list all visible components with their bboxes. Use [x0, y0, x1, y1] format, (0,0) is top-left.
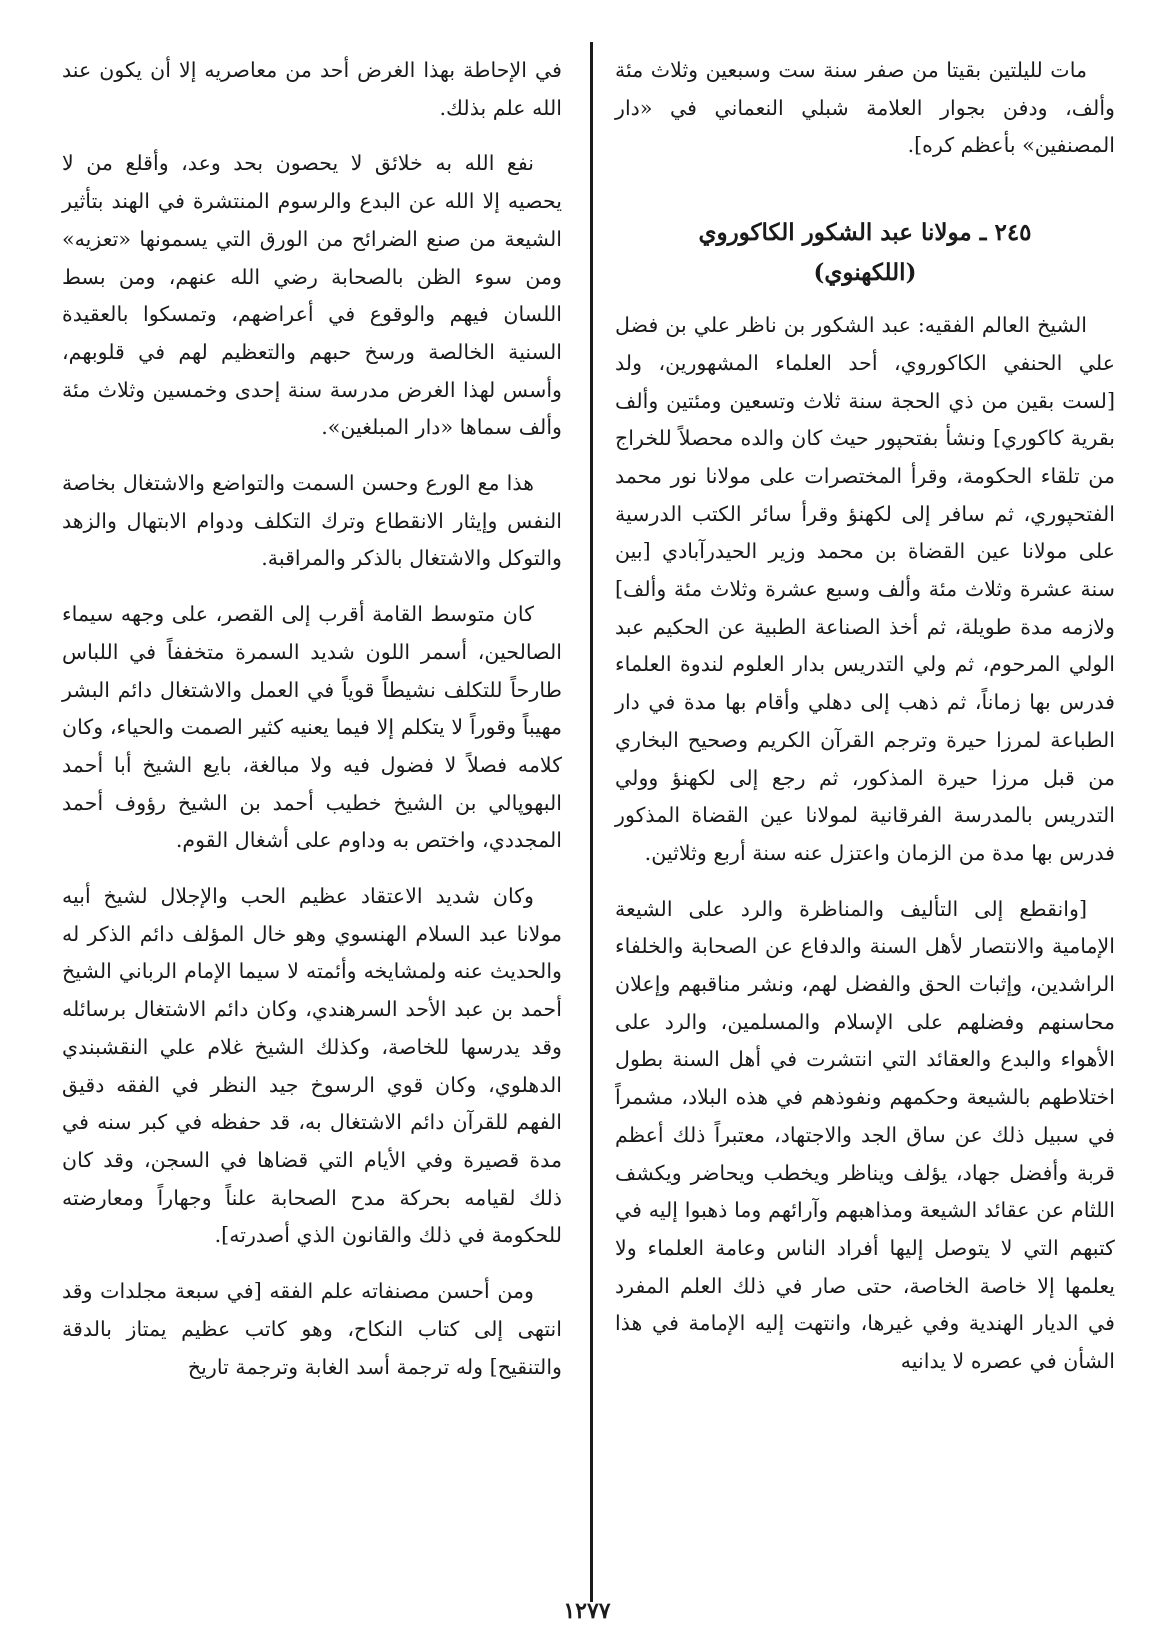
left-column — [62, 52, 562, 1404]
paragraph: الشيخ العالم الفقيه: عبد الشكور بن ناظر علي بن فضل علي الحنفي الكاكوروي، أحد العلماء المشهورين، ولد [لست بقين من ذي الحجة سنة ثلاث وتسعين ومئتين وألف بقرية كاكوري] ونشأ بفتحپور حيث كان والده محصلاً للخراج من تلقاء الحكومة، وقرأ المختصرات على مولانا نور محمد الفتحپوري، ثم سافر إلى لكهنؤ وقرأ سائر الكتب الدرسية على مولانا عين القضاة بن محمد وزير الحيدرآبادي [بين سنة عشرة وثلاث مئة وألف وسبع عشرة وثلاث مئة وألف] ولازمه مدة طويلة، ثم أخذ الصناعة الطبية عن الحكيم عبد الولي المرحوم، ثم ولي التدريس بدار العلوم لندوة العلماء فدرس بها زماناً، ثم ذهب إلى دهلي وأقام بها مدة في دار الطباعة لمرزا حيرة وترجم القرآن الكريم وصحيح البخاري من قبل مرزا حيرة المذكور، ثم رجع إلى لكهنؤ وولي التدريس بالمدرسة الفرقانية لمولانا عين القضاة المذكور فدرس بها مدة من الزمان واعتزل عنه سنة أربع وثلاثين. — [615, 313, 1115, 865]
paragraph: في الإحاطة بهذا الغرض أحد من معاصريه إلا أن يكون عند الله علم بذلك. — [62, 58, 562, 120]
paragraph: كان متوسط القامة أقرب إلى القصر، على وجهه سيماء الصالحين، أسمر اللون شديد السمرة متخففاً في اللباس طارحاً للتكلف نشيطاً قوياً في العمل والاشتغال دائم البشر مهيباً وقوراً لا يتكلم إلا فيما يعنيه كثير الصمت والحياء، وكان كلامه فصلاً لا فضول فيه ولا مبالغة، بايع الشيخ أبا أحمد البهوپالي بن الشيخ خطيب أحمد بن الشيخ رؤوف أحمد المجددي، واختص به وداوم على أشغال القوم. — [62, 602, 562, 853]
paragraph: هذا مع الورع وحسن السمت والتواضع والاشتغال بخاصة النفس وإيثار الانقطاع وترك التكلف ودوام الابتهال والزهد والتوكل والاشتغال بالذكر والمراقبة. — [62, 471, 562, 571]
entry-heading-subtitle: (اللكهنوي) — [813, 259, 917, 287]
entry-heading-title: ٢٤٥ ـ مولانا عبد الشكور الكاكوروي — [698, 219, 1032, 247]
paragraph: [وانقطع إلى التأليف والمناظرة والرد على الشيعة الإمامية والانتصار لأهل السنة والدفاع عن الصحابة والخلفاء الراشدين، وإثبات الحق والفضل لهم، ونشر مناقبهم وإعلان محاسنهم وفضلهم على الإسلام والمسلمين، والرد على الأهواء والبدع والعقائد التي انتشرت في أهل السنة بطول اختلاطهم بالشيعة وحكمهم ونفوذهم في هذه البلاد، مشمراً في سبيل ذلك عن ساق الجد والاجتهاد، معتبراً ذلك أعظم قربة وأفضل جهاد، يؤلف ويناظر ويخطب ويحاضر ويكشف اللثام عن عقائد الشيعة ومذاهبهم وآرائهم وما ذهبوا إليه في كتبهم التي لا يتوصل إليها أفراد الناس وعامة العلماء ولا يعلمها إلا خاصة الخاصة، حتى صار في ذلك العلم المفرد في الديار الهندية وفي غيرها، وانتهت إليه الإمامة في هذا الشأن في عصره لا يدانيه — [615, 896, 1115, 1374]
entry-heading — [615, 213, 1115, 293]
right-column — [615, 52, 1115, 1399]
paragraph: وكان شديد الاعتقاد عظيم الحب والإجلال لشيخ أبيه مولانا عبد السلام الهنسوي وهو خال المؤلف دائم الذكر له والحديث عنه ولمشايخه وأئمته لا سيما الإمام الرباني الشيخ أحمد بن عبد الأحد السرهندي، وكان دائم الاشتغال برسائله وقد يدرسها للخاصة، وكذلك الشيخ غلام علي النقشبندي الدهلوي، وكان قوي الرسوخ جيد النظر في الفقه دقيق الفهم للقرآن دائم الاشتغال به، قد حفظه في كبر سنه في مدة قصيرة وفي الأيام التي قضاها في السجن، وقد كان ذلك لقيامه بحركة مدح الصحابة علناً وجهاراً ومعارضته للحكومة في ذلك والقانون الذي أصدرته]. — [62, 884, 562, 1248]
page-number: ١٢٧٧ — [563, 1598, 611, 1624]
column-divider — [590, 42, 593, 1602]
paragraph: ومن أحسن مصنفاته علم الفقه [في سبعة مجلدات وقد انتهى إلى كتاب النكاح، وهو كاتب عظيم يمتاز بالدقة والتنقيح] وله ترجمة أسد الغابة وترجمة تاريخ — [62, 1279, 562, 1379]
paragraph: مات لليلتين بقيتا من صفر سنة ست وسبعين وثلاث مئة وألف، ودفن بجوار العلامة شبلي النعماني في «دار المصنفين» بأعظم كره]. — [615, 58, 1115, 158]
paragraph: نفع الله به خلائق لا يحصون بحد وعد، وأقلع من لا يحصيه إلا الله عن البدع والرسوم المنتشرة في الهند بتأثير الشيعة من صنع الضرائح من الورق التي يسمونها «تعزيه» ومن سوء الظن بالصحابة رضي الله عنهم، ومن بسط اللسان فيهم والوقوع في أعراضهم، وتمسكوا بالعقيدة السنية الخالصة ورسخ حبهم والتعظيم لهم في قلوبهم، وأسس لهذا الغرض مدرسة سنة إحدى وخمسين وثلاث مئة وألف سماها «دار المبلغين». — [62, 151, 562, 440]
